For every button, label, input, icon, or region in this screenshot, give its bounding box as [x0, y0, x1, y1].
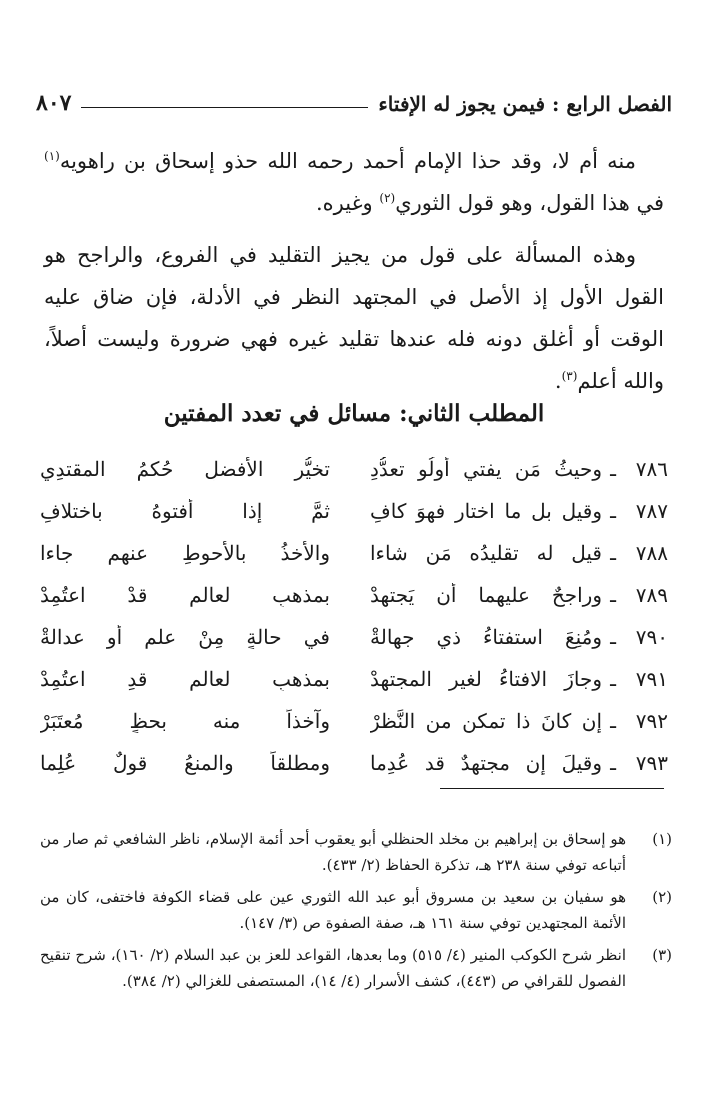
- footnote: [40, 884, 672, 936]
- verse-row: ٧٨٧ ـ وقيل بل ما اختار فهوَ كافِ ثمَّ إذا أفتوهُ باختلافِ: [40, 499, 668, 523]
- verse-row: ٧٩٠ ـ ومُنِعَ استفتاءُ ذي جهالةْ في حالةٍ مِنْ علمٍ أو عدالةْ: [40, 625, 668, 649]
- verse-list: [40, 448, 668, 784]
- footnote-ref-2: (٢): [379, 191, 396, 205]
- verse-first-hemistich: وقيلَ إن مجتهدٌ قد عُدِما: [370, 751, 602, 775]
- verse-second-hemistich: ثمَّ إذا أفتوهُ باختلافِ: [40, 499, 330, 523]
- verse-first-hemistich: وراجحٌ عليهما أن يَجتهدْ: [370, 583, 602, 607]
- footnote-text: هو إسحاق بن إبراهيم بن مخلد الحنظلي أبو يعقوب أحد أئمة الإسلام، ناظر الشافعي ثم صار من أتباعه توفي سنة ٢٣٨ هـ، تذكرة الحفاظ (٢/ ٤٣٣).: [40, 830, 626, 874]
- verse-row: ٧٨٩ ـ وراجحٌ عليهما أن يَجتهدْ بمذهبِ لعالمٍ قدْ اعتُمِدْ: [40, 583, 668, 607]
- footnote: [40, 826, 672, 878]
- footnote: [40, 942, 672, 994]
- footnote-ref-3: (٣): [561, 369, 578, 383]
- page-number: ٨٠٧: [36, 90, 72, 116]
- footnote-ref-1: (١): [44, 149, 60, 163]
- verse-number: ٧٨٩: [635, 583, 668, 607]
- verse-first-hemistich: إن كانَ ذا تمكنٍ من النَّظرْ: [370, 709, 602, 733]
- verse-number: ٧٩٣: [635, 751, 668, 775]
- footnote-text: هو سفيان بن سعيد بن مسروق أبو عبد الله الثوري عين على قضاء الكوفة فاختفى، كان من الأئمة المجتهدين توفي سنة ١٦١ هـ، صفة الصفوة ص (٣/ ١٤٧).: [40, 888, 626, 932]
- verse-second-hemistich: ومطلقاً والمنعُ قولٌ عُلِما: [40, 751, 330, 775]
- verse-first-hemistich: وقيل بل ما اختار فهوَ كافِ: [370, 499, 602, 523]
- verse-number: ٧٨٨: [635, 541, 668, 565]
- section-title: المطلب الثاني: مسائل في تعدد المفتين: [163, 400, 545, 427]
- verse-row: ٧٩٣ ـ وقيلَ إن مجتهدٌ قد عُدِما ومطلقاً والمنعُ قولٌ عُلِما: [40, 751, 668, 775]
- footnote-number: (٣): [652, 946, 672, 964]
- paragraph-1-text-c: وغيره.: [315, 191, 380, 215]
- body-text: [44, 140, 664, 402]
- verse-number: ٧٨٧: [635, 499, 668, 523]
- verse-number: ٧٩١: [635, 667, 668, 691]
- verse-first-hemistich: ومُنِعَ استفتاءُ ذي جهالةْ: [370, 625, 602, 649]
- footnote-separator: [440, 788, 664, 789]
- verse-number: ٧٩٢: [635, 709, 668, 733]
- verse-second-hemistich: والأخذُ بالأحوطِ عنهم جاءا: [40, 541, 330, 565]
- verse-number: ٧٨٦: [635, 457, 668, 481]
- footnote-number: (٢): [652, 888, 672, 906]
- verse-second-hemistich: بمذهبِ لعالمٍ قدِ اعتُمِدْ: [40, 667, 330, 691]
- header-rule: [81, 107, 368, 108]
- chapter-title: الفصل الرابع : فيمن يجوز له الإفتاء: [378, 92, 672, 116]
- verse-second-hemistich: في حالةٍ مِنْ علمٍ أو عدالةْ: [40, 625, 330, 649]
- verse-second-hemistich: تخيُّر الأفضلِ حُكمُ المقتدِي: [40, 457, 330, 481]
- paragraph-2-text-b: .: [554, 369, 562, 393]
- verse-number: ٧٩٠: [635, 625, 668, 649]
- footnote-text: انظر شرح الكوكب المنير (٤/ ٥١٥) وما بعدها، القواعد للعز بن عبد السلام (٢/ ١٦٠)، شرح تنقيح الفصول للقرافي ص (٤٤٣)، كشف الأسرار (٤/ ١٤)، المستصفى للغزالي (٢/ ٣٨٤).: [40, 946, 627, 990]
- paragraph-1-text-a: منه أم لا، وقد حذا الإمام أحمد رحمه الله حذو إسحاق بن راهويه: [59, 149, 636, 173]
- verse-first-hemistich: وحيثُ مَن يفتي أولُو تعدُّدِ: [370, 457, 602, 481]
- verse-first-hemistich: وجازَ الافتاءُ لغيرِ المجتهدْ: [370, 667, 602, 691]
- footnote-number: (١): [652, 830, 672, 848]
- verse-row: ٧٩٢ ـ إن كانَ ذا تمكنٍ من النَّظرْ وآخذاً منه بحظٍ مُعتَبَرْ: [40, 709, 668, 733]
- verse-row: ٧٩١ ـ وجازَ الافتاءُ لغيرِ المجتهدْ بمذهبِ لعالمٍ قدِ اعتُمِدْ: [40, 667, 668, 691]
- paragraph-2-text-a: وهذه المسألة على قول من يجيز التقليد في الفروع، والراجح هو القول الأول إذ الأصل في المجتهد النظر في الأدلة، فإن ضاق عليه الوقت أو أغلق دونه فله عندها تقليد غيره فهي ضرورة وليست أصلاً، والله أعلم: [44, 243, 664, 393]
- paragraph-2: [44, 234, 664, 402]
- verse-row: ٧٨٨ ـ قيل له تقليدُه مَن شاءا والأخذُ بالأحوطِ عنهم جاءا: [40, 541, 668, 565]
- verse-second-hemistich: وآخذاً منه بحظٍ مُعتَبَرْ: [40, 709, 330, 733]
- verse-first-hemistich: قيل له تقليدُه مَن شاءا: [370, 541, 602, 565]
- running-header: [36, 80, 672, 116]
- paragraph-1: [44, 140, 664, 224]
- footnotes: [40, 826, 672, 1000]
- paragraph-1-text-b: في هذا القول، وهو قول الثوري: [395, 191, 664, 215]
- verse-second-hemistich: بمذهبِ لعالمٍ قدْ اعتُمِدْ: [40, 583, 330, 607]
- verse-row: ٧٨٦ ـ وحيثُ مَن يفتي أولُو تعدُّدِ تخيُّر الأفضلِ حُكمُ المقتدِي: [40, 457, 668, 481]
